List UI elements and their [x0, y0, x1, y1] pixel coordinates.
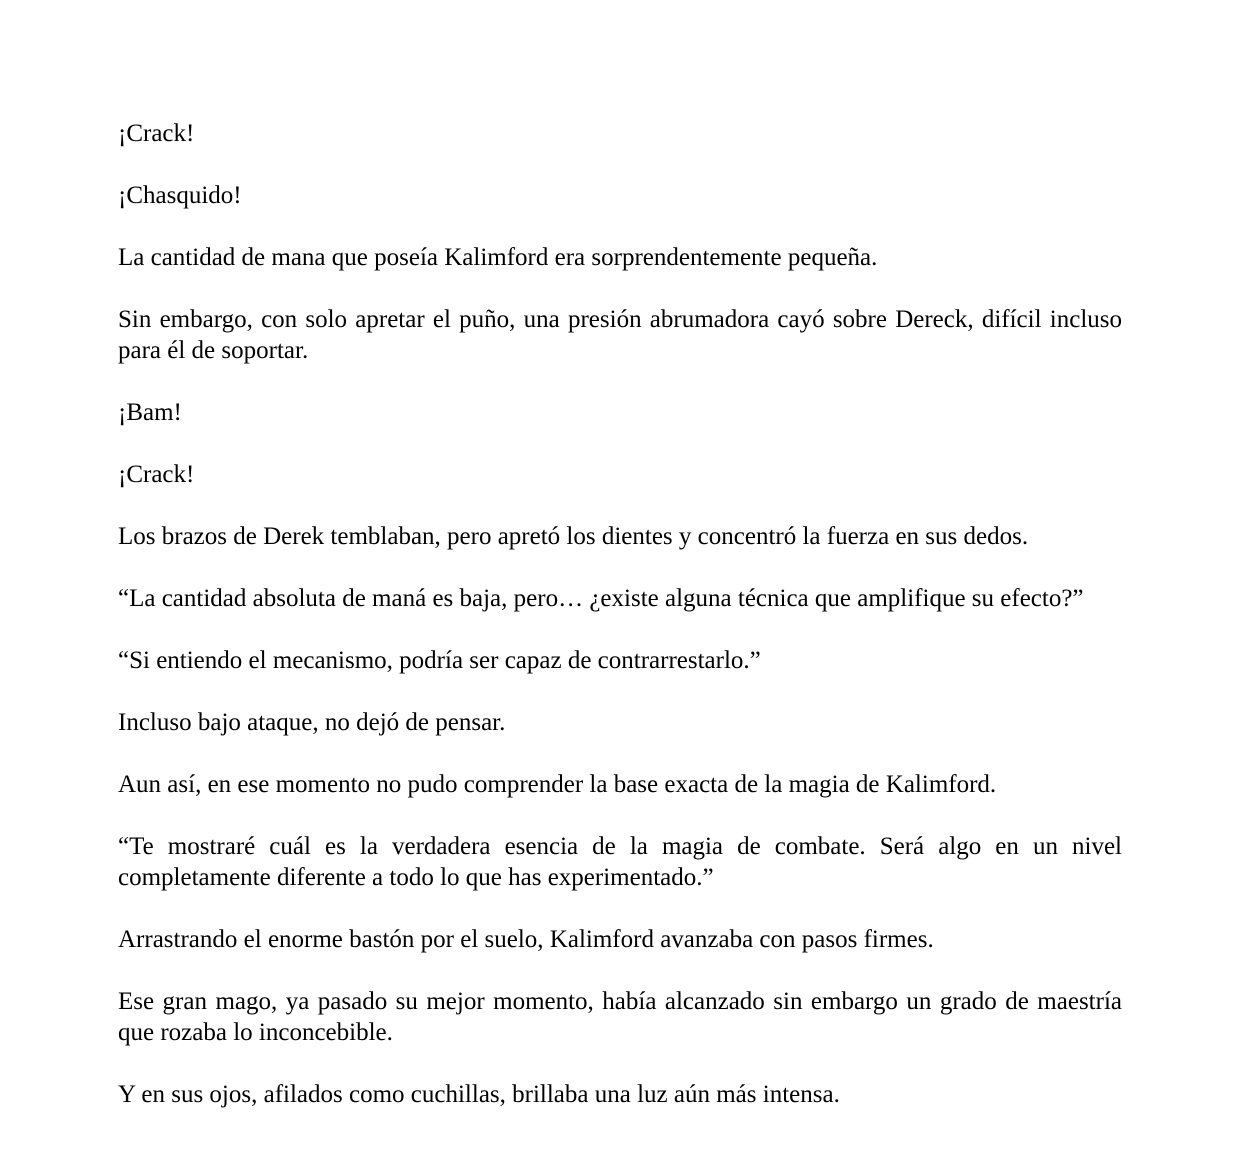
document-page: [118, 118, 1122, 1141]
paragraph: ¡Chasquido!: [118, 182, 242, 209]
paragraph: Los brazos de Derek temblaban, pero apretó los dientes y concentró la fuerza en sus dedos.: [118, 523, 1029, 550]
paragraph: “Te mostraré cuál es la verdadera esencia de la magia de combate. Será algo en un nivel completamente diferente a todo lo que has experimentado.”: [118, 833, 1122, 891]
paragraph: ¡Bam!: [118, 399, 182, 426]
paragraph: Arrastrando el enorme bastón por el suelo, Kalimford avanzaba con pasos firmes.: [118, 926, 934, 953]
paragraph: Ese gran mago, ya pasado su mejor momento, había alcanzado sin embargo un grado de maestría que rozaba lo inconcebible.: [118, 988, 1122, 1046]
paragraph: Aun así, en ese momento no pudo comprender la base exacta de la magia de Kalimford.: [118, 771, 997, 798]
paragraph: La cantidad de mana que poseía Kalimford era sorprendentemente pequeña.: [118, 244, 878, 271]
paragraph: Sin embargo, con solo apretar el puño, una presión abrumadora cayó sobre Dereck, difícil incluso para él de soportar.: [118, 306, 1122, 364]
paragraph: ¡Crack!: [118, 461, 195, 488]
paragraph: Y en sus ojos, afilados como cuchillas, brillaba una luz aún más intensa.: [118, 1081, 840, 1108]
paragraph: Incluso bajo ataque, no dejó de pensar.: [118, 709, 506, 736]
paragraph: “Si entiendo el mecanismo, podría ser capaz de contrarrestarlo.”: [118, 647, 761, 674]
paragraph: “La cantidad absoluta de maná es baja, pero… ¿existe alguna técnica que amplifique su efecto?”: [118, 585, 1084, 612]
paragraph: ¡Crack!: [118, 120, 195, 147]
